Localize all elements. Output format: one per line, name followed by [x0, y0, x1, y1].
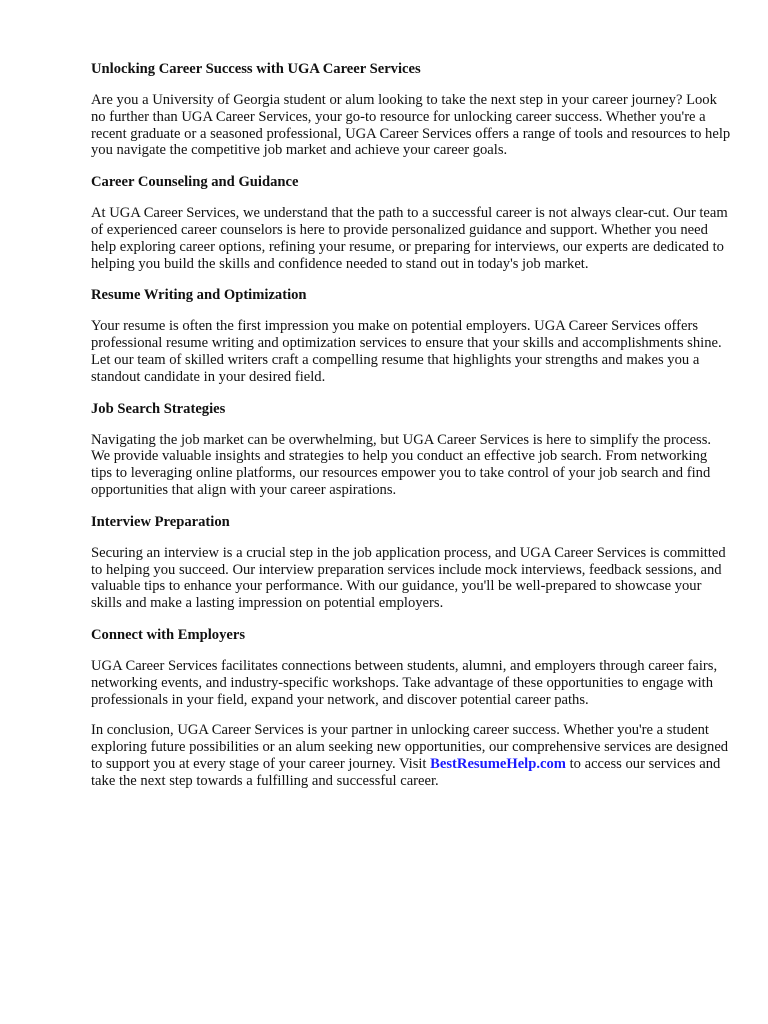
intro-paragraph: Are you a University of Georgia student or alum looking to take the next step in your career journey? Look no further than UGA Career Services, your go-to resource for unlocking career success. Whether you're a recent graduate or a seasoned professional, UGA Career Services offers a range of tools and resources to help you navigate the competitive job market and achieve your career goals.: [91, 92, 731, 159]
section-heading-connect-employers: Connect with Employers: [91, 626, 246, 643]
section-heading-career-counseling: Career Counseling and Guidance: [91, 174, 299, 191]
conclusion-text-after-link: to access our services and take the next step towards a fulfilling and successful career.: [91, 755, 721, 789]
section-heading-interview-prep: Interview Preparation: [91, 513, 230, 530]
section-heading-job-search: Job Search Strategies: [91, 400, 226, 417]
section-body-resume-writing: Your resume is often the first impression you make on potential employers. UGA Career Services offers professional resume writing and optimization services to ensure that your skills and accomplishments shine. Let our team of skilled writers craft a compelling resume that highlights your strengths and makes you a standout candidate in your desired field.: [91, 318, 722, 385]
document-page: [91, 60, 731, 804]
conclusion-text-before-link: In conclusion, UGA Career Services is your partner in unlocking career success. Whether you're a student exploring future possibilities or an alum seeking new opportunities, our comprehensive services are designed to support you at every stage of your career journey. Visit: [91, 722, 729, 772]
document-title: Unlocking Career Success with UGA Career Services: [91, 61, 421, 77]
section-body-job-search: Navigating the job market can be overwhelming, but UGA Career Services is here to simplify the process. We provide valuable insights and strategies to help you conduct an effective job search. From networking tips to leveraging online platforms, our resources empower you to take control of your job search and find opportunities that align with your career aspirations.: [91, 431, 712, 498]
section-body-connect-employers: UGA Career Services facilitates connections between students, alumni, and employers through career fairs, networking events, and industry-specific workshops. Take advantage of these opportunities to engage with professionals in your field, expand your network, and discover potential career paths.: [91, 657, 718, 708]
conclusion-paragraph: [91, 722, 731, 789]
bestresumehelp-link[interactable]: BestResumeHelp.com: [430, 755, 566, 772]
section-body-career-counseling: At UGA Career Services, we understand that the path to a successful career is not always clear-cut. Our team of experienced career counselors is here to provide personalized guidance and support. Whether you need help exploring career options, refining your resume, or preparing for interviews, our experts are dedicated to helping you build the skills and confidence needed to stand out in today's job market.: [91, 205, 728, 272]
section-body-interview-prep: Securing an interview is a crucial step in the job application process, and UGA Career Services is committed to helping you succeed. Our interview preparation services include mock interviews, feedback sessions, and valuable tips to enhance your performance. With our guidance, you'll be well-prepared to showcase your skills and make a lasting impression on potential employers.: [91, 544, 726, 612]
section-heading-resume-writing: Resume Writing and Optimization: [91, 287, 307, 304]
